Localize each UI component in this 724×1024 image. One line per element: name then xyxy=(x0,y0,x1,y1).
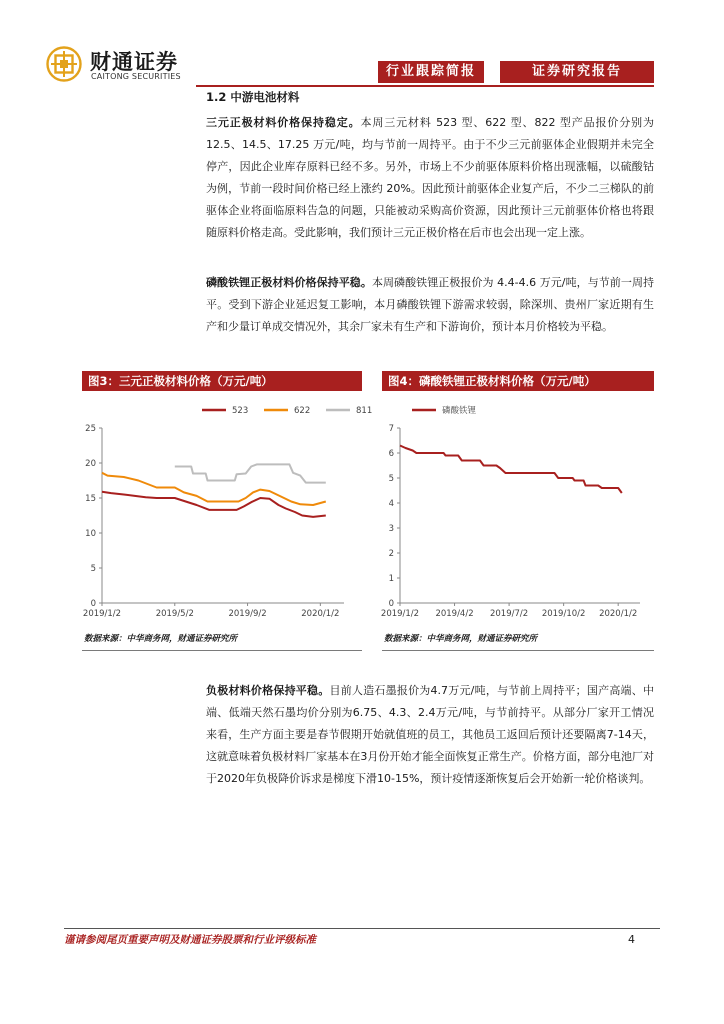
x-tick-label: 2019/10/2 xyxy=(541,609,586,619)
legend-label: 523 xyxy=(232,406,249,416)
paragraph-lead: 三元正极材料价格保持稳定。 xyxy=(206,116,361,129)
x-tick-label: 2019/4/2 xyxy=(435,609,474,619)
paragraph-body: 本周三元材料 523 型、622 型、822 型产品报价分别为 12.5、14.5、17.25 万元/吨，均与节前一周持平。由于不少三元前驱体企业假期并未完全停产，因此企业库存原料已经不多。另外，市场上不少前驱体原料价格出现涨幅，以硫酸钴为例，节前一段时间价格已经上涨约 20%。因此预计前驱体企业复产后，不少二三梯队的前驱体企业将面临原料告急的问题，只能被动采购高价资源，因此预计三元前驱体价格也将跟随原料价格走高。受此影响，我们预计三元正极价格在后市也会出现一定上涨。 xyxy=(206,116,654,239)
figure-3-title: 图3：三元正极材料价格（万元/吨） xyxy=(82,371,362,391)
x-tick-label: 2019/9/2 xyxy=(228,609,267,619)
y-tick-label: 6 xyxy=(388,449,394,459)
legend-label: 622 xyxy=(294,406,311,416)
series-line-811 xyxy=(175,464,326,482)
x-tick-label: 2019/5/2 xyxy=(155,609,194,619)
paragraph-lead: 磷酸铁锂正极材料价格保持平稳。 xyxy=(206,276,372,289)
page-number: 4 xyxy=(628,933,635,946)
figure-4-source: 数据来源：中华商务网，财通证券研究所 xyxy=(384,634,538,644)
figure-4-divider xyxy=(382,650,654,651)
legend-label: 811 xyxy=(356,406,373,416)
y-tick-label: 0 xyxy=(90,599,96,609)
y-tick-label: 15 xyxy=(85,494,96,504)
figure-4-title: 图4：磷酸铁锂正极材料价格（万元/吨） xyxy=(382,371,654,391)
paragraph-anode xyxy=(206,680,654,790)
brand-name-en: CAITONG SECURITIES xyxy=(91,72,181,81)
caitong-logo-icon xyxy=(46,46,82,82)
legend-label: 磷酸铁锂 xyxy=(442,406,477,416)
section-title: 1.2 中游电池材料 xyxy=(206,90,300,104)
y-tick-label: 2 xyxy=(388,549,394,559)
y-tick-label: 0 xyxy=(388,599,394,609)
x-tick-label: 2019/1/2 xyxy=(82,609,122,619)
figure-3-divider xyxy=(82,650,362,651)
series-line-磷酸铁锂 xyxy=(400,446,622,494)
y-tick-label: 1 xyxy=(388,574,394,584)
report-type-tag: 行业跟踪简报 xyxy=(378,61,484,83)
y-tick-label: 3 xyxy=(388,524,394,534)
series-line-523 xyxy=(102,492,326,517)
series-line-622 xyxy=(102,473,326,505)
footer-divider xyxy=(64,928,660,929)
x-tick-label: 2020/1/2 xyxy=(599,609,638,619)
paragraph-lfp-cathode xyxy=(206,272,654,338)
paragraph-lead: 负极材料价格保持平稳。 xyxy=(206,684,330,697)
ternary-cathode-price-chart xyxy=(82,396,373,624)
brand-name: 财通证券 xyxy=(90,50,178,74)
paragraph-body: 目前人造石墨报价为4.7万元/吨，与节前上周持平；国产高端、中端、低端天然石墨均价分别为6.75、4.3、2.4万元/吨，与节前持平。从部分厂家开工情况来看，生产方面主要是春节假期开始就值班的员工，其他员工返回后预计还要隔离7-14天，这就意味着负极材料厂家基本在3月份开始才能全面恢复正常生产。价格方面，部分电池厂对于2020年负极降价诉求是梯度下滑10-15%，预计疫情逐渐恢复后会开始新一轮价格谈判。 xyxy=(206,684,654,785)
y-tick-label: 10 xyxy=(85,529,96,539)
y-tick-label: 5 xyxy=(388,474,394,484)
paragraph-ternary-cathode xyxy=(206,112,654,244)
y-tick-label: 5 xyxy=(90,564,96,574)
lfp-cathode-price-chart xyxy=(382,396,662,624)
x-tick-label: 2019/7/2 xyxy=(489,609,529,619)
report-category-tag: 证券研究报告 xyxy=(500,61,654,83)
x-tick-label: 2020/1/2 xyxy=(301,609,340,619)
paragraph-body: 本周磷酸铁锂正极报价为 4.4-4.6 万元/吨，与节前一周持平。受到下游企业延迟复工影响，本月磷酸铁锂下游需求较弱，除深圳、贵州厂家近期有生产和少量订单成交情况外，其余厂家未有生产和下游询价，预计本月价格较为平稳。 xyxy=(206,276,655,333)
figure-3-source: 数据来源：中华商务网，财通证券研究所 xyxy=(84,634,238,644)
header-divider xyxy=(196,85,654,87)
y-tick-label: 4 xyxy=(388,499,394,509)
y-tick-label: 25 xyxy=(85,424,96,434)
y-tick-label: 20 xyxy=(85,459,96,469)
y-tick-label: 7 xyxy=(388,424,394,434)
disclaimer-note: 谨请参阅尾页重要声明及财通证券股票和行业评级标准 xyxy=(64,934,316,946)
x-tick-label: 2019/1/2 xyxy=(380,609,420,619)
